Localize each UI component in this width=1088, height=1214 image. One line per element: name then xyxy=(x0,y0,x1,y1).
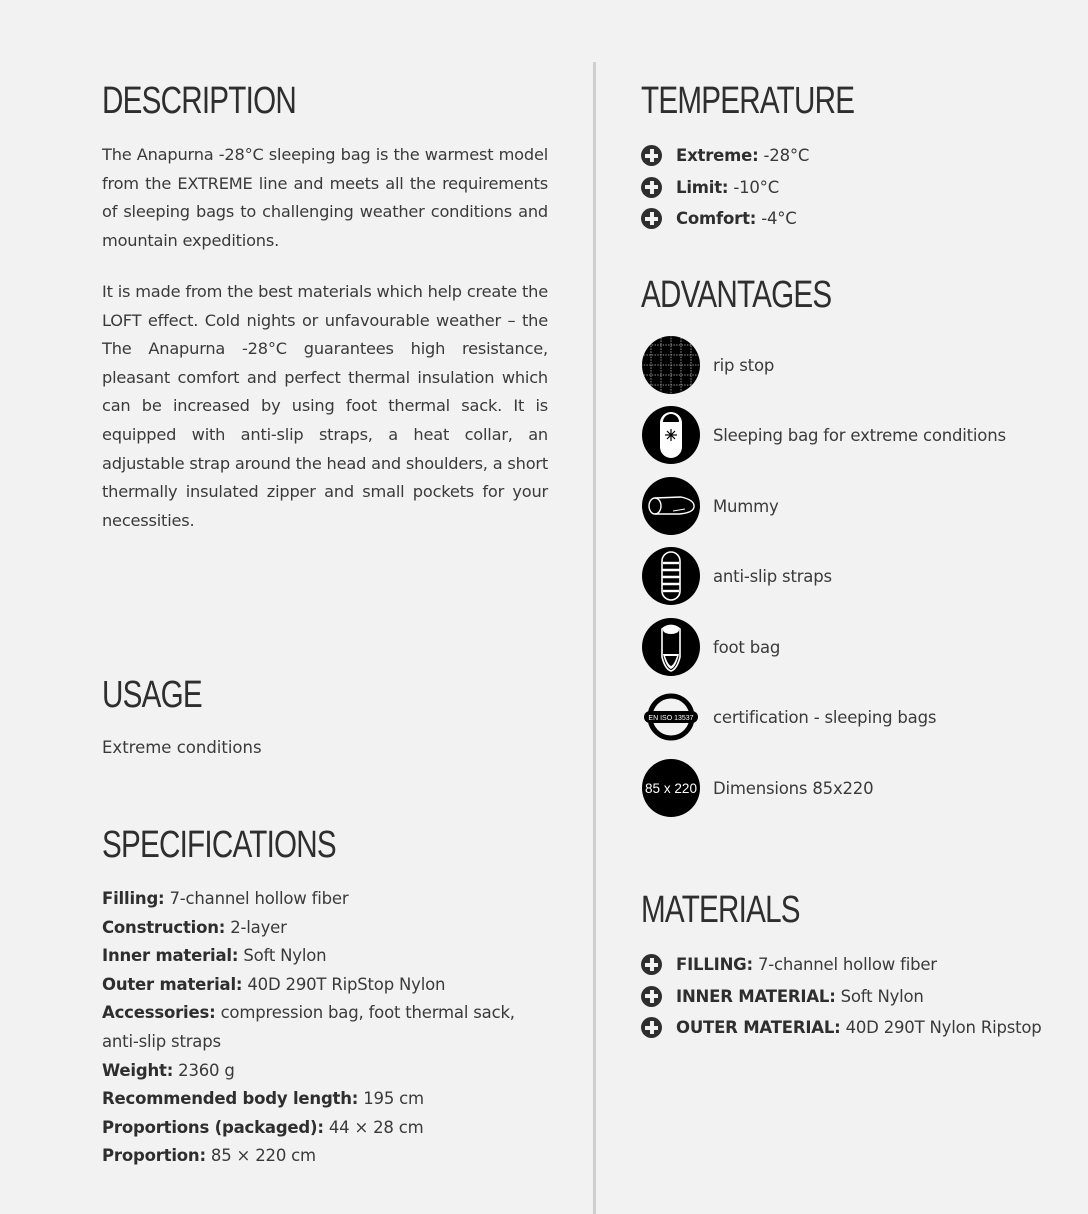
advantage-extreme-conditions xyxy=(641,405,1006,465)
spec-label: Proportion: xyxy=(102,1146,206,1166)
material-value: 7-channel hollow fiber xyxy=(757,955,937,975)
material-label: OUTER MATERIAL: xyxy=(676,1018,841,1038)
plus-circle-icon xyxy=(641,1017,662,1038)
material-outer xyxy=(641,1012,1042,1044)
spec-row-weight xyxy=(102,1057,542,1086)
advantages-heading: ADVANTAGES xyxy=(641,274,832,316)
temp-value: -10°C xyxy=(733,177,780,197)
materials-list xyxy=(641,949,1042,1044)
plus-circle-icon xyxy=(641,177,662,198)
certification-icon-text: EN ISO 13537 xyxy=(648,715,694,722)
plus-circle-icon xyxy=(641,954,662,975)
spec-row-body-length xyxy=(102,1085,542,1114)
advantage-label: anti-slip straps xyxy=(713,566,832,586)
en-iso-certification-icon xyxy=(641,687,701,747)
description-paragraph-2: It is made from the best materials which help create the LOFT effect. Cold nights or unfavourable weather – the The Anapurna -28°C guarantees high resistance, pleasant comfort and perfect thermal insulation which can be increased by using foot thermal sack. It is equipped with anti-slip straps, a heat collar, an adjustable strap around the head and shoulders, a short thermally insulated zipper and small pockets for your necessities. xyxy=(102,282,548,530)
spec-value: compression bag, foot thermal sack, anti-slip straps xyxy=(102,1003,515,1051)
plus-circle-icon xyxy=(641,145,662,166)
temp-label: Comfort: xyxy=(676,209,757,229)
dimensions-icon-text: 85 x 220 xyxy=(645,780,698,796)
spec-value: 40D 290T RipStop Nylon xyxy=(247,974,446,994)
spec-row-construction xyxy=(102,914,542,943)
temperature-list xyxy=(641,140,809,235)
ripstop-grid-icon xyxy=(641,335,701,395)
material-inner xyxy=(641,981,1042,1013)
material-filling xyxy=(641,949,1042,981)
advantage-label: rip stop xyxy=(713,355,775,375)
specifications-heading: SPECIFICATIONS xyxy=(102,824,336,866)
temp-label: Extreme: xyxy=(676,146,759,166)
usage-text: Extreme conditions xyxy=(102,738,262,757)
advantage-anti-slip-straps xyxy=(641,546,832,606)
advantage-label: foot bag xyxy=(713,637,781,657)
spec-value: 2-layer xyxy=(230,917,287,937)
temperature-comfort xyxy=(641,203,809,235)
description-paragraph-1: The Anapurna -28°C sleeping bag is the warmest model from the EXTREME line and meets all the requirements of sleeping bags to challenging weather conditions and mountain expeditions. xyxy=(102,145,548,250)
spec-label: Construction: xyxy=(102,917,226,937)
material-value: 40D 290T Nylon Ripstop xyxy=(845,1018,1042,1038)
material-label: FILLING: xyxy=(676,955,753,975)
spec-row-accessories xyxy=(102,999,527,1056)
advantage-rip-stop xyxy=(641,335,774,395)
usage-heading: USAGE xyxy=(102,674,202,716)
temperature-extreme xyxy=(641,140,809,172)
plus-circle-icon xyxy=(641,208,662,229)
material-label: INNER MATERIAL: xyxy=(676,986,836,1006)
column-divider xyxy=(593,62,596,1214)
temperature-heading: TEMPERATURE xyxy=(641,80,855,122)
temperature-limit xyxy=(641,172,809,204)
dimensions-icon xyxy=(641,758,701,818)
temp-value: -4°C xyxy=(761,209,797,229)
advantage-mummy xyxy=(641,476,779,536)
spec-label: Proportions (packaged): xyxy=(102,1117,324,1137)
snowflake-sleeping-bag-icon xyxy=(641,405,701,465)
temp-value: -28°C xyxy=(763,146,810,166)
advantage-label: Dimensions 85x220 xyxy=(713,778,874,798)
spec-row-proportion xyxy=(102,1142,542,1171)
anti-slip-straps-icon xyxy=(641,546,701,606)
materials-heading: MATERIALS xyxy=(641,889,800,931)
spec-label: Weight: xyxy=(102,1060,174,1080)
specifications-list xyxy=(102,885,542,1171)
spec-label: Recommended body length: xyxy=(102,1089,359,1109)
advantage-foot-bag xyxy=(641,617,780,677)
mummy-bag-icon xyxy=(641,476,701,536)
spec-value: Soft Nylon xyxy=(243,946,327,966)
spec-row-packaged xyxy=(102,1114,542,1143)
plus-circle-icon xyxy=(641,986,662,1007)
spec-value: 7-channel hollow fiber xyxy=(169,889,349,908)
spec-label: Inner material: xyxy=(102,946,239,966)
material-value: Soft Nylon xyxy=(840,986,924,1006)
spec-label: Accessories: xyxy=(102,1003,216,1023)
description-heading: DESCRIPTION xyxy=(102,80,296,122)
spec-row-outer-material xyxy=(102,971,542,1000)
spec-value: 195 cm xyxy=(363,1089,424,1109)
temp-label: Limit: xyxy=(676,177,729,197)
advantage-dimensions xyxy=(641,758,873,818)
spec-value: 85 × 220 cm xyxy=(210,1146,316,1166)
spec-value: 2360 g xyxy=(178,1060,235,1080)
advantage-label: Sleeping bag for extreme conditions xyxy=(713,425,1006,445)
spec-label: Filling: xyxy=(102,889,165,908)
advantage-certification xyxy=(641,687,936,747)
advantage-label: Mummy xyxy=(713,496,779,516)
advantage-label: certification - sleeping bags xyxy=(713,707,937,727)
foot-bag-icon xyxy=(641,617,701,677)
spec-label: Outer material: xyxy=(102,974,243,994)
spec-row-filling xyxy=(102,885,542,914)
spec-row-inner-material xyxy=(102,942,542,971)
spec-value: 44 × 28 cm xyxy=(328,1117,424,1137)
